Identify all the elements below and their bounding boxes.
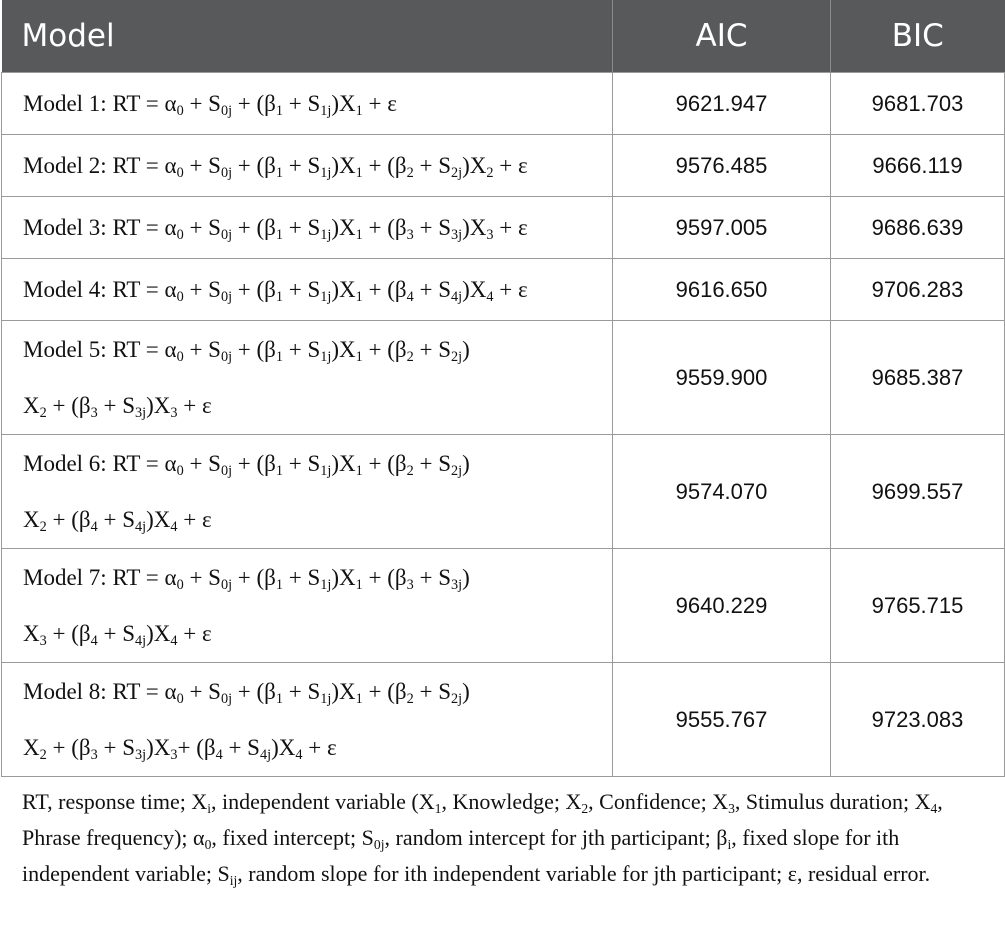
aic-value: 9576.485 bbox=[613, 135, 831, 197]
table-row bbox=[2, 135, 1005, 197]
table-row bbox=[2, 549, 1005, 663]
aic-value: 9555.767 bbox=[613, 663, 831, 777]
aic-value: 9621.947 bbox=[613, 73, 831, 135]
bic-value: 9681.703 bbox=[831, 73, 1005, 135]
model-formula-cell bbox=[2, 663, 613, 777]
formula-line: Model 3: RT = $\alpha_0 + S_{0j} + (\beta_1 + S_{1j})X_1 + (\beta_3 + S_{3j})X_3 + \varepsilon$ bbox=[23, 214, 528, 243]
model-comparison-table bbox=[1, 0, 1005, 777]
bic-value: 9666.119 bbox=[831, 135, 1005, 197]
table-row bbox=[2, 73, 1005, 135]
formula-line: Model 4: RT = $\alpha_0 + S_{0j} + (\beta_1 + S_{1j})X_1 + (\beta_4 + S_{4j})X_4 + \varepsilon$ bbox=[23, 276, 528, 305]
aic-value: 9640.229 bbox=[613, 549, 831, 663]
header-aic: AIC bbox=[613, 0, 831, 73]
bic-value: 9685.387 bbox=[831, 321, 1005, 435]
bic-value: 9706.283 bbox=[831, 259, 1005, 321]
header-bic: BIC bbox=[831, 0, 1005, 73]
formula-line: Model 5: RT = $\alpha_0 + S_{0j} + (\beta_1 + S_{1j})X_1 + (\beta_2 + S_{2j})$ bbox=[23, 336, 470, 365]
model-formula-cell bbox=[2, 259, 613, 321]
table-header bbox=[2, 0, 1005, 73]
bic-value: 9765.715 bbox=[831, 549, 1005, 663]
model-formula-cell bbox=[2, 435, 613, 549]
table-footnote: RT, response time; $X_i$, independent variable ($X_1$, Knowledge; $X_2$, Confidence; $X_3$, Stimulus duration; $X_4$, Phrase frequency); $\alpha_0$, fixed intercept; $S_{0j}$, random intercept for jth participant; $\beta_i$, fixed slope for ith independent variable; $S_{ij}$, random slope for ith independent variable for jth participant; ε, residual error. bbox=[22, 789, 943, 888]
header-model: Model bbox=[2, 0, 613, 73]
table-row bbox=[2, 259, 1005, 321]
aic-value: 9574.070 bbox=[613, 435, 831, 549]
bic-value: 9723.083 bbox=[831, 663, 1005, 777]
table-body bbox=[2, 73, 1005, 777]
aic-value: 9597.005 bbox=[613, 197, 831, 259]
formula-line: Model 6: RT = $\alpha_0 + S_{0j} + (\beta_1 + S_{1j})X_1 + (\beta_2 + S_{2j})$ bbox=[23, 450, 470, 479]
formula-line: Model 1: RT = $\alpha_0 + S_{0j} + (\beta_1 + S_{1j})X_1 + \varepsilon$ bbox=[23, 90, 397, 119]
bic-value: 9686.639 bbox=[831, 197, 1005, 259]
formula-line: $X_3 + (\beta_4 + S_{4j})X_4 + \varepsilon$ bbox=[23, 620, 212, 649]
model-formula-cell bbox=[2, 135, 613, 197]
model-formula-cell bbox=[2, 549, 613, 663]
model-formula-cell bbox=[2, 321, 613, 435]
formula-line: Model 2: RT = $\alpha_0 + S_{0j} + (\beta_1 + S_{1j})X_1 + (\beta_2 + S_{2j})X_2 + \varepsilon$ bbox=[23, 152, 528, 181]
aic-value: 9616.650 bbox=[613, 259, 831, 321]
model-formula-cell bbox=[2, 73, 613, 135]
formula-line: $X_2 + (\beta_4 + S_{4j})X_4 + \varepsilon$ bbox=[23, 506, 212, 535]
table-row bbox=[2, 435, 1005, 549]
formula-line: $X_2 + (\beta_3 + S_{3j})X_3 + \varepsilon$ bbox=[23, 392, 212, 421]
table-row bbox=[2, 663, 1005, 777]
table-row bbox=[2, 197, 1005, 259]
model-formula-cell bbox=[2, 197, 613, 259]
aic-value: 9559.900 bbox=[613, 321, 831, 435]
formula-line: $X_2 + (\beta_3 + S_{3j})X_3+ (\beta_4 + S_{4j})X_4 + \varepsilon$ bbox=[23, 734, 337, 763]
formula-line: Model 7: RT = $\alpha_0 + S_{0j} + (\beta_1 + S_{1j})X_1 + (\beta_3 + S_{3j})$ bbox=[23, 564, 470, 593]
bic-value: 9699.557 bbox=[831, 435, 1005, 549]
formula-line: Model 8: RT = $\alpha_0 + S_{0j} + (\beta_1 + S_{1j})X_1 + (\beta_2 + S_{2j})$ bbox=[23, 678, 470, 707]
table-row bbox=[2, 321, 1005, 435]
